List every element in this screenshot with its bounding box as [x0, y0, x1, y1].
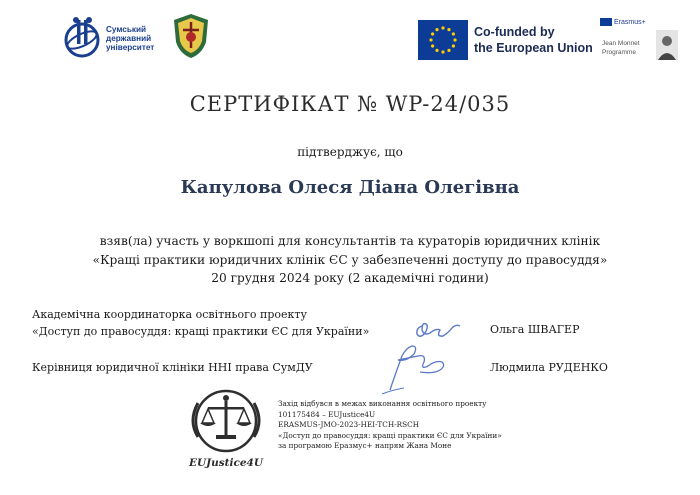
portrait-icon: [656, 30, 678, 60]
project-line: за програмою Еразмус+ напрям Жана Моне: [278, 441, 452, 451]
sumdu-emblem-icon: [62, 14, 106, 60]
description-line: «Кращі практики юридичних клінік ЄС у забезпеченні доступу до правосуддя»: [92, 252, 608, 267]
sumdu-name: Сумський державний університет: [106, 25, 155, 52]
certificate-title: СЕРТИФІКАТ № WP-24/035: [189, 92, 511, 116]
project-line: Захід відбувся в межах виконання освітнього проекту: [278, 399, 487, 408]
signatory-role-head: Керівниця юридичної клініки ННІ права СумДУ: [32, 361, 313, 374]
project-line: 101175484 – EUJustice4U: [278, 409, 376, 419]
project-line: ERASMUS-JMO-2023-HEI-TCH-RSCH: [278, 420, 420, 430]
eu-mini-flag-icon: [600, 18, 612, 26]
shield-emblem-icon: [170, 12, 212, 60]
jean-monnet-line2: Programme: [602, 49, 636, 56]
scales-of-justice-icon: [180, 387, 272, 459]
project-line: «Доступ до правосуддя: кращі практики ЄС для України»: [278, 430, 502, 440]
erasmus-jean-monnet-logo: [600, 18, 678, 62]
sumdu-logo: [62, 14, 162, 62]
signatory-role-coordinator: Академічна координаторка освітнього проекту «Доступ до правосуддя: кращі практики ЄС для України»: [32, 308, 370, 338]
eujustice4u-caption: EUJustice4U: [188, 457, 264, 469]
signatory-name-head: Людмила РУДЕНКО: [490, 361, 608, 374]
eujustice4u-logo: [180, 387, 272, 475]
description-line: взяв(ла) участь у воркшопі для консультантів та кураторів юридичних клінік: [99, 234, 601, 248]
eu-flag: [418, 20, 468, 60]
confirm-text: підтверджує, що: [297, 145, 403, 159]
eu-stars-icon: [418, 20, 468, 60]
eu-cofunded-text: Co-funded by the European Union: [474, 25, 593, 55]
recipient-name: Капулова Олеся Діана Олегівна: [180, 177, 520, 198]
erasmus-brand: Erasmus+: [600, 18, 646, 26]
handwritten-signatures: [370, 312, 480, 397]
project-info: [278, 399, 578, 452]
event-description: [0, 232, 700, 288]
law-institute-emblem: [170, 12, 212, 60]
jean-monnet-line1: Jean Monnet: [602, 40, 640, 47]
signatory-name-coordinator: Ольга ШВАГЕР: [490, 323, 580, 336]
description-line: 20 грудня 2024 року (2 академічні години): [211, 271, 489, 285]
